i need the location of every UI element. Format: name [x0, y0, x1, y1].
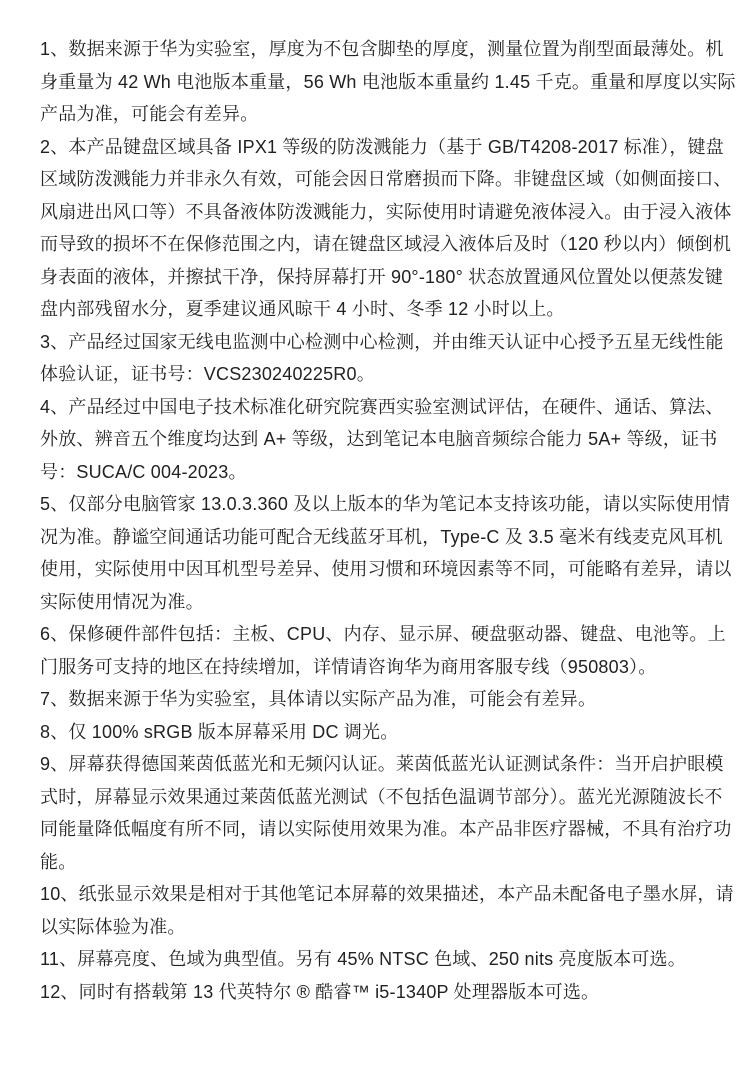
- footnote-2: 2、本产品键盘区域具备 IPX1 等级的防泼溅能力（基于 GB/T4208-2017 标准），键盘区域防泼溅能力并非永久有效，可能会因日常磨损而下降。非键盘区域（如侧面接口、风扇进出风口等）不具备液体防泼溅能力，实际使用时请避免液体浸入。由于浸入液体而导致的损坏不在保修范围之内，请在键盘区域浸入液体后及时（120 秒以内）倾倒机身表面的液体，并擦拭干净，保持屏幕打开 90°-180° 状态放置通风位置处以便蒸发键盘内部残留水分，夏季建议通风晾干 4 小时、冬季 12 小时以上。: [40, 136, 732, 319]
- footnote-list: [40, 33, 736, 1008]
- footnote-6: 6、保修硬件部件包括：主板、CPU、内存、显示屏、硬盘驱动器、键盘、电池等。上门服务可支持的地区在持续增加，详情请咨询华为商用客服专线（950803）。: [40, 624, 726, 677]
- footnote-8: 8、仅 100% sRGB 版本屏幕采用 DC 调光。: [40, 721, 399, 742]
- footnote-10: 10、纸张显示效果是相对于其他笔记本屏幕的效果描述，本产品未配备电子墨水屏，请以实际体验为准。: [40, 884, 734, 937]
- footnote-11: 11、屏幕亮度、色域为典型值。另有 45% NTSC 色域、250 nits 亮度版本可选。: [40, 949, 686, 969]
- footnote-1: 1、数据来源于华为实验室，厚度为不包含脚垫的厚度，测量位置为削型面最薄处。机身重量为 42 Wh 电池版本重量，56 Wh 电池版本重量约 1.45 千克。重量和厚度以实际产品为准，可能会有差异。: [40, 39, 736, 124]
- footnote-3: 3、产品经过国家无线电监测中心检测中心检测，并由维天认证中心授予五星无线性能体验认证，证书号：VCS230240225R0。: [40, 331, 724, 384]
- footnote-9: 9、屏幕获得德国莱茵低蓝光和无频闪认证。莱茵低蓝光认证测试条件：当开启护眼模式时，屏幕显示效果通过莱茵低蓝光测试（不包括色温调节部分）。蓝光光源随波长不同能量降低幅度有所不同，请以实际使用效果为准。本产品非医疗器械，不具有治疗功能。: [40, 754, 732, 872]
- footnote-4: 4、产品经过中国电子技术标准化研究院赛西实验室测试评估，在硬件、通话、算法、外放、辨音五个维度均达到 A+ 等级，达到笔记本电脑音频综合能力 5A+ 等级，证书号：SUCA/C 004-2023。: [40, 396, 724, 482]
- footnote-12: 12、同时有搭载第 13 代英特尔 ® 酷睿™ i5-1340P 处理器版本可选。: [40, 981, 600, 1002]
- footnote-7: 7、数据来源于华为实验室，具体请以实际产品为准，可能会有差异。: [40, 689, 597, 709]
- footnote-5: 5、仅部分电脑管家 13.0.3.360 及以上版本的华为笔记本支持该功能，请以实际使用情况为准。静谧空间通话功能可配合无线蓝牙耳机，Type-C 及 3.5 毫米有线麦克风耳机使用，实际使用中因耳机型号差异、使用习惯和环境因素等不同，可能略有差异，请以实际使用情况为准。: [40, 494, 732, 612]
